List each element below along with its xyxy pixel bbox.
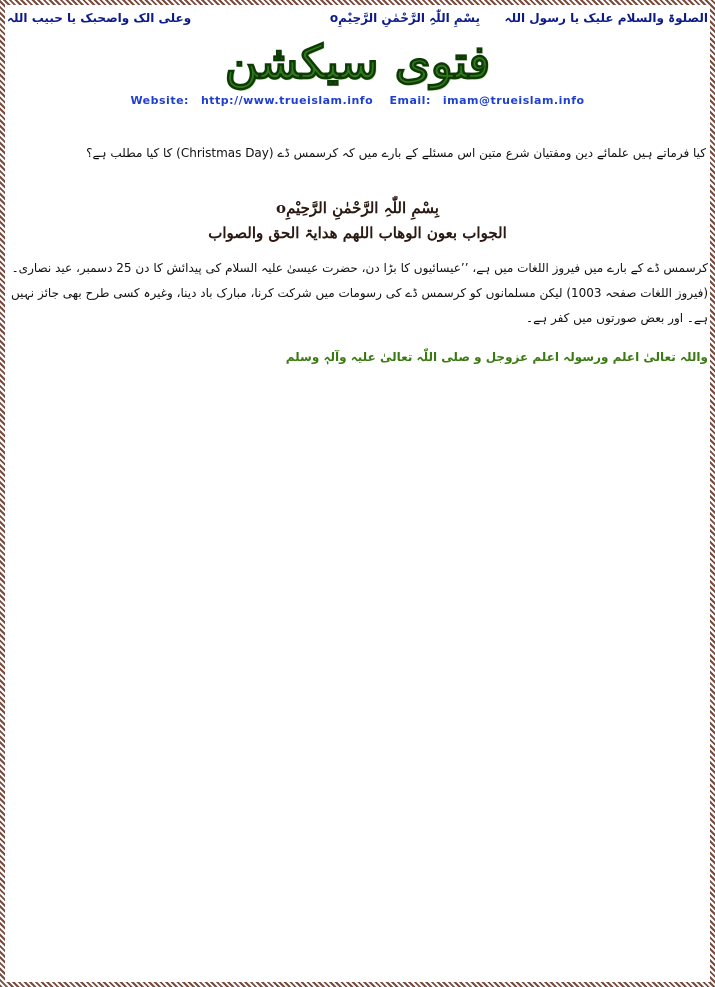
answer-bismillah: بِسْمِ اللّٰہِ الرَّحْمٰنِ الرَّحِیْمِo bbox=[276, 199, 439, 217]
email-link[interactable]: imam@trueislam.info bbox=[442, 94, 585, 107]
website-link[interactable]: http://www.trueislam.info bbox=[200, 94, 374, 107]
answer-body: کرسمس ڈے کے بارے میں فیروز اللغات میں ہے، ’’عیسائیوں کا بڑا دن، حضرت عیسیٰ علیہ السلام کی پیدائش کا دن 25 دسمبر، عید نصاری۔ (فیروز اللغات صفحہ 1003) لیکن مسلمانوں کو کرسمس ڈے کی رسومات میں شرکت کرنا، مبارک باد دینا، وغیرہ کسی طرح بھی جائز نہیں ہے۔ اور بعض صورتوں میں کفر ہے۔ bbox=[11, 261, 708, 325]
fatwa-page bbox=[5, 5, 710, 982]
website-label: Website: bbox=[130, 94, 189, 107]
header-bismillah: بِسْمِ اللّٰہِ الرَّحْمٰنِ الرَّحِیْمِo bbox=[329, 11, 480, 25]
header-bar bbox=[5, 7, 710, 29]
contact-line bbox=[5, 94, 710, 107]
answer-closing: واللہ تعالیٰ اعلم ورسولہ اعلم عزوجل و صلی اللّٰہ تعالیٰ علیہ وآلہٖ وسلم bbox=[285, 350, 708, 364]
page-title: فتوی سیکشن bbox=[224, 35, 491, 89]
question-text: کیا فرماتے ہیں علمائے دین ومفتیان شرع متین اس مسئلے کے بارے میں کہ کرسمس ڈے (Christmas Day) کا کیا مطلب ہے؟ bbox=[86, 146, 706, 160]
answer-opening: الجواب بعون الوھاب اللھم ھدایۃ الحق والصواب bbox=[208, 224, 507, 242]
salutation-left: وعلی الک واصحبک یا حبیب اللہ bbox=[7, 11, 192, 25]
salutation-right: الصلوۃ والسلام علیک یا رسول اللہ bbox=[504, 11, 708, 25]
email-label: Email: bbox=[389, 94, 431, 107]
